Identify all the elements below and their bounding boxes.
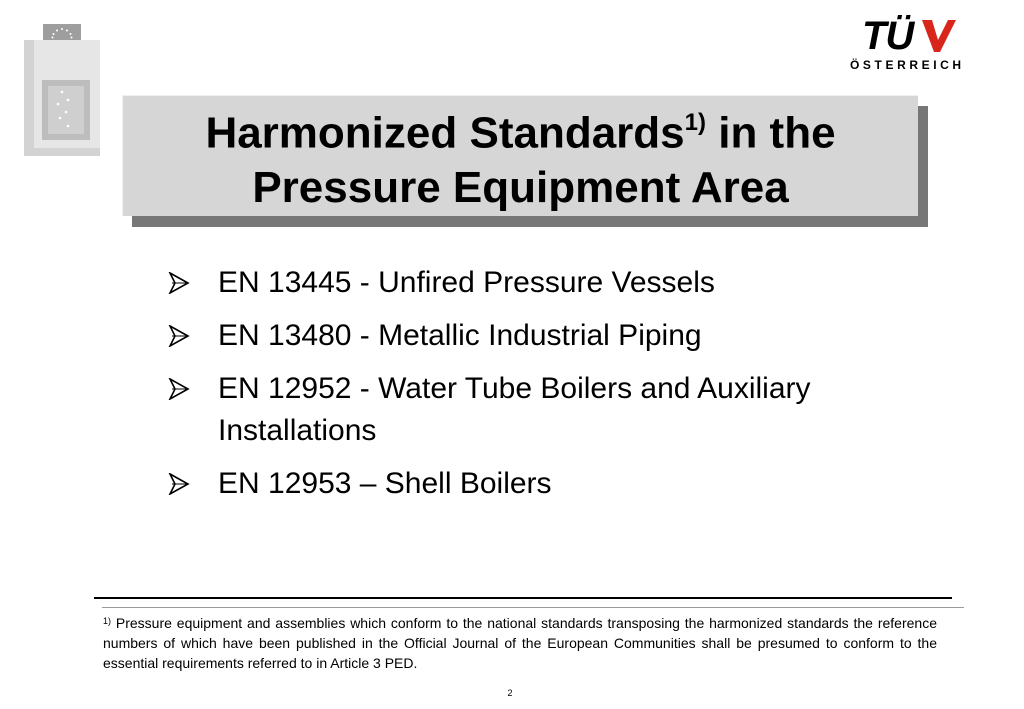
list-item-text: EN 13480 - Metallic Industrial Piping	[218, 319, 702, 352]
arrow-bullet-icon	[168, 473, 190, 495]
footnote-divider-secondary	[102, 607, 964, 608]
arrow-bullet-icon	[168, 378, 190, 400]
footnote-marker: 1)	[103, 616, 112, 626]
page-number: 2	[507, 688, 513, 698]
footnote-text: Pressure equipment and assemblies which conform to the national standards transposing the harmonized standards the reference numbers of which have been published in the Official Journal of the European Communities shall be presumed to conform to the essential requirements referred to in Article 3 PED.	[103, 615, 937, 671]
title-footnote-marker: 1)	[684, 108, 706, 136]
list-item	[168, 262, 888, 304]
title-line1-prefix: Harmonized Standards	[205, 108, 685, 158]
eu-logo	[24, 20, 102, 158]
tuv-v-mark-icon	[920, 18, 956, 54]
arrow-bullet-icon	[168, 325, 190, 347]
list-item-text: EN 12953 – Shell Boilers	[218, 467, 552, 500]
tuv-austria-logo	[848, 14, 964, 76]
list-item	[168, 315, 888, 357]
footnote-divider	[94, 597, 952, 599]
tuv-subtitle: ÖSTERREICH	[850, 58, 965, 72]
standards-list	[168, 262, 888, 516]
arrow-bullet-icon	[168, 272, 190, 294]
list-item	[168, 463, 888, 505]
list-item-text: EN 13445 - Unfired Pressure Vessels	[218, 266, 715, 299]
footnote	[103, 613, 937, 673]
title-line1-suffix: in the	[706, 108, 836, 158]
slide-title	[205, 97, 835, 216]
list-item-text: EN 12952 - Water Tube Boilers and Auxiliary Installations	[218, 372, 811, 447]
title-line2: Pressure Equipment Area	[252, 163, 789, 213]
tuv-wordmark: TÜ	[862, 14, 914, 58]
list-item	[168, 368, 888, 452]
title-box	[122, 95, 918, 216]
